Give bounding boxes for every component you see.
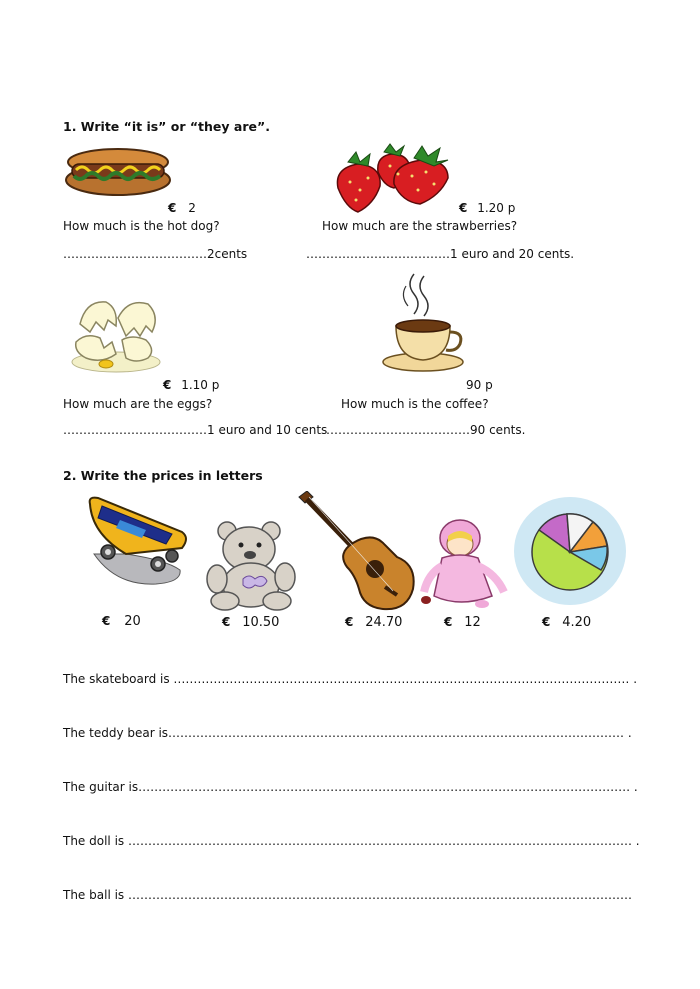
sentence-guitar[interactable]: The guitar is…………………………………………………………………………………………………………… . [63, 780, 638, 794]
euro-icon: € [542, 615, 551, 629]
sentence-skateboard[interactable]: The skateboard is …………………………………………………………………………………………………… . [63, 672, 638, 686]
price-strawberries: € 1.20 p [459, 201, 516, 215]
exercise-1-heading: 1. Write “it is” or “they are”. [63, 119, 270, 134]
price-skateboard: € 20 [102, 614, 141, 629]
question-coffee: How much is the coffee? [341, 397, 489, 411]
question-strawberries: How much are the strawberries? [322, 219, 518, 233]
question-eggs: How much are the eggs? [63, 397, 213, 411]
doll-picture [420, 518, 512, 612]
teddy-bear-picture [203, 519, 299, 611]
sentence-teddy-bear[interactable]: The teddy bear is…………………………………………………………………………………………………… . [63, 726, 632, 740]
skateboard-picture [86, 494, 190, 590]
sentence-doll[interactable]: The doll is ……………………………………………………………………………………………………………… . [63, 834, 640, 848]
strawberries-picture [330, 142, 460, 214]
sentence-ball[interactable]: The ball is ……………………………………………………………………………………………………………… [63, 888, 632, 902]
euro-icon: € [168, 201, 177, 215]
answer-line-coffee[interactable]: ………………………………90 cents. [326, 423, 526, 437]
euro-icon: € [222, 615, 231, 629]
price-eggs: € 1.10 p [163, 378, 220, 392]
euro-icon: € [345, 615, 354, 629]
answer-line-hot-dog[interactable]: ………………………………2cents [63, 247, 248, 261]
price-doll: € 12 [444, 615, 481, 630]
price-coffee: 90 p [466, 378, 493, 392]
euro-icon: € [102, 614, 111, 628]
price-ball: € 4.20 [542, 615, 592, 630]
answer-line-strawberries[interactable]: ………………………………1 euro and 20 cents. [306, 247, 575, 261]
ball-picture [511, 494, 629, 608]
euro-icon: € [459, 201, 468, 215]
exercise-2-heading: 2. Write the prices in letters [63, 468, 263, 483]
guitar-picture [297, 491, 419, 613]
price-guitar: € 24.70 [345, 615, 403, 630]
eggs-picture [66, 292, 166, 376]
euro-icon: € [444, 615, 453, 629]
hot-dog-picture [62, 140, 174, 198]
price-teddy-bear: € 10.50 [222, 615, 280, 630]
coffee-picture [380, 272, 466, 378]
question-hot-dog: How much is the hot dog? [63, 219, 220, 233]
euro-icon: € [163, 378, 172, 392]
price-hot-dog: € 2 [168, 201, 196, 215]
answer-line-eggs[interactable]: ………………………………1 euro and 10 cents [63, 423, 328, 437]
